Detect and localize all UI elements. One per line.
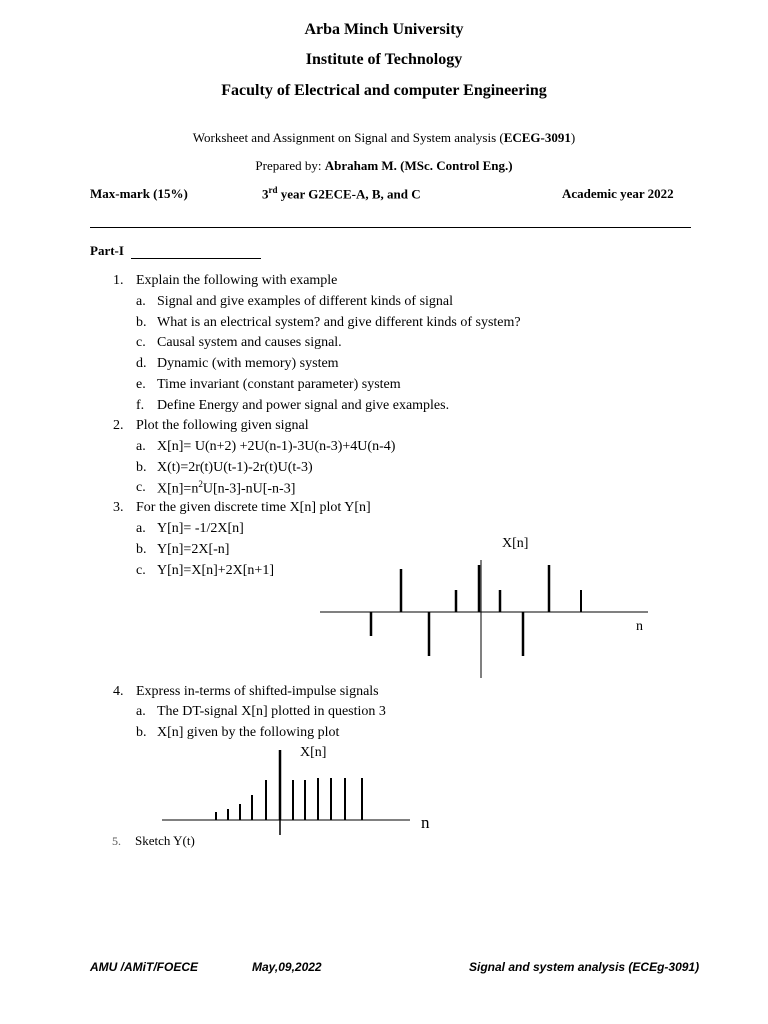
university-name: Arba Minch University — [304, 21, 464, 38]
q3a-letter: a. — [136, 521, 146, 536]
q1e-letter: e. — [136, 377, 146, 392]
q3b-text: Y[n]=2X[-n] — [157, 542, 230, 557]
q4-text: Express in-terms of shifted-impulse signals — [136, 684, 379, 699]
q3a-text: Y[n]= -1/2X[n] — [157, 521, 244, 536]
q2b-letter: b. — [136, 460, 147, 475]
footer-date: May,09,2022 — [252, 960, 322, 974]
q1c-text: Causal system and causes signal. — [157, 335, 342, 350]
footer-left: AMU /AMiT/FOECE — [90, 960, 198, 974]
q5-text: Sketch Y(t) — [135, 833, 195, 848]
q1f-text: Define Energy and power signal and give examples. — [157, 398, 450, 413]
q4b-letter: b. — [136, 725, 147, 740]
q4a-text: The DT-signal X[n] plotted in question 3 — [157, 704, 386, 719]
faculty-name: Faculty of Electrical and computer Engineering — [221, 82, 547, 99]
q2a-text: X[n]= U(n+2) +2U(n-1)-3U(n-3)+4U(n-4) — [157, 439, 396, 454]
year-group: 3rd year G2ECE-A, B, and C — [262, 185, 421, 202]
q1f-letter: f. — [136, 398, 145, 413]
worksheet-title: Worksheet and Assignment on Signal and System analysis (ECEG-3091) — [192, 130, 576, 145]
q1d-text: Dynamic (with memory) system — [157, 356, 339, 371]
part-title: Part-I — [90, 243, 124, 258]
institute-name: Institute of Technology — [305, 51, 463, 68]
q2-number: 2. — [113, 418, 124, 433]
q2c-text: $X[n]=n^2U[n-3]-nU[-n-3]$ — [157, 479, 296, 497]
q4a-letter: a. — [136, 704, 146, 719]
q1e-text: Time invariant (constant parameter) system — [157, 377, 401, 392]
q2-text: Plot the following given signal — [136, 418, 309, 433]
q2a-letter: a. — [136, 439, 146, 454]
q1a-letter: a. — [136, 294, 146, 309]
q3c-letter: c. — [136, 563, 146, 578]
q1d-letter: d. — [136, 356, 147, 371]
q1c-letter: c. — [136, 335, 146, 350]
q3c-text: Y[n]=X[n]+2X[n+1] — [157, 563, 274, 578]
q2c-letter: c. — [136, 480, 146, 495]
prepared-by: Prepared by: Abraham M. (MSc. Control Eng.) — [255, 158, 513, 173]
plot2-y-label: X[n] — [300, 745, 327, 760]
q2b-text: X(t)=2r(t)U(t-1)-2r(t)U(t-3) — [157, 460, 313, 475]
q5-number: 5. — [112, 834, 121, 848]
plot2-x-label: n — [421, 813, 430, 832]
q3b-letter: b. — [136, 542, 147, 557]
q4b-text: X[n] given by the following plot — [157, 725, 340, 740]
academic-year: Academic year 2022 — [562, 186, 674, 201]
q4-number: 4. — [113, 684, 124, 699]
q1-number: 1. — [113, 273, 124, 288]
q3-text: For the given discrete time X[n] plot Y[n] — [136, 500, 371, 515]
plot1-y-label: X[n] — [502, 536, 529, 551]
q1a-text: Signal and give examples of different kinds of signal — [157, 294, 454, 309]
q1b-letter: b. — [136, 315, 147, 330]
q3-number: 3. — [113, 500, 124, 515]
max-mark: Max-mark (15%) — [90, 186, 188, 201]
footer-right: Signal and system analysis (ECEg-3091) — [469, 960, 700, 974]
plot1-x-label: n — [636, 619, 643, 634]
q1b-text: What is an electrical system? and give different kinds of system? — [157, 315, 521, 330]
q1-text: Explain the following with example — [136, 273, 338, 288]
